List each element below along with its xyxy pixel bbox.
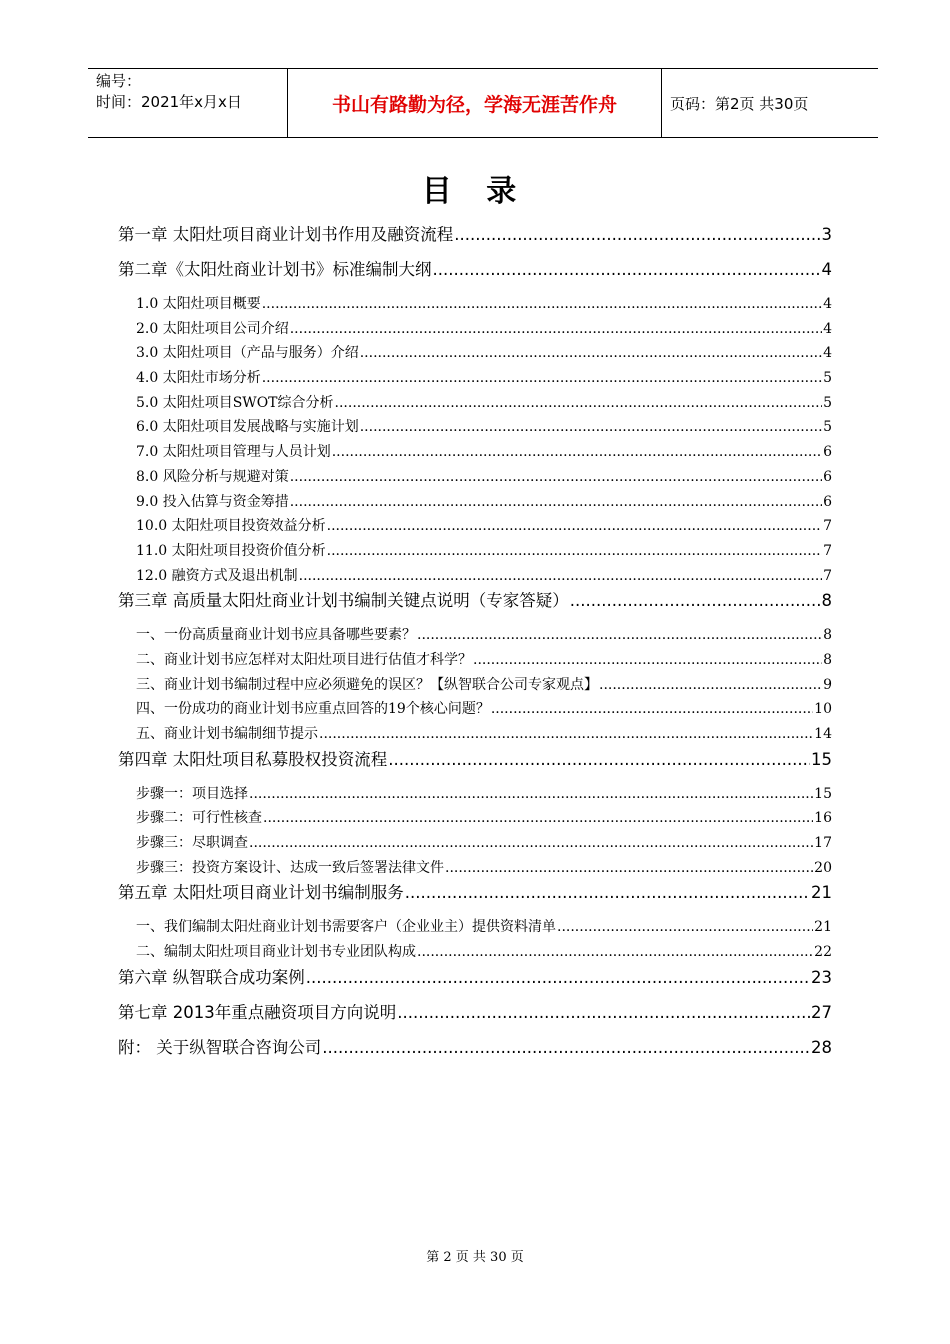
toc-leader-dots	[327, 514, 822, 538]
toc-entry-label: 四、一份成功的商业计划书应重点回答的19个核心问题？	[136, 701, 490, 718]
toc-leader-dots	[445, 856, 813, 880]
toc-chapter-entry[interactable]	[118, 257, 832, 292]
toc-entry-page: 4	[823, 320, 832, 337]
toc-chapter-entry[interactable]	[118, 1000, 832, 1035]
toc-entry-page: 4	[823, 345, 832, 362]
toc-section-entry[interactable]	[118, 915, 832, 940]
toc-entry-label: 5.0 太阳灶项目SWOT综合分析	[136, 394, 334, 411]
toc-leader-dots	[249, 831, 813, 855]
toc-entry-label: 9.0 投入估算与资金筹措	[136, 493, 289, 510]
toc-leader-dots	[335, 391, 823, 415]
toc-section-entry[interactable]	[118, 366, 832, 391]
toc-entry-label: 一、一份高质量商业计划书应具备哪些要素？	[136, 627, 416, 644]
toc-chapter-entry[interactable]	[118, 747, 832, 782]
toc-leader-dots	[299, 564, 822, 588]
toc-section-entry[interactable]	[118, 440, 832, 465]
toc-entry-label: 10.0 太阳灶项目投资效益分析	[136, 518, 326, 535]
header-meta	[88, 69, 288, 137]
toc-entry-page: 15	[814, 785, 832, 802]
toc-entry-label: 第七章 2013年重点融资项目方向说明	[118, 1002, 397, 1022]
toc-leader-dots	[570, 588, 821, 614]
toc-entry-label: 步骤一：项目选择	[136, 785, 248, 802]
toc-entry-page: 28	[811, 1037, 832, 1057]
table-of-contents	[118, 222, 832, 1070]
toc-leader-dots	[417, 623, 822, 647]
toc-entry-page: 21	[814, 919, 832, 936]
toc-entry-label: 一、我们编制太阳灶商业计划书需要客户（企业业主）提供资料清单	[136, 919, 556, 936]
toc-entry-page: 6	[823, 468, 832, 485]
toc-section-entry[interactable]	[118, 856, 832, 881]
page-footer: 第 2 页 共 30 页	[426, 1250, 524, 1265]
toc-entry-page: 22	[814, 944, 832, 961]
toc-section-entry[interactable]	[118, 391, 832, 416]
toc-leader-dots	[249, 782, 813, 806]
toc-leader-dots	[290, 490, 822, 514]
toc-section-entry[interactable]	[118, 292, 832, 317]
toc-leader-dots	[262, 366, 822, 390]
toc-section-entry[interactable]	[118, 940, 832, 965]
toc-leader-dots	[417, 940, 813, 964]
toc-entry-page: 5	[823, 419, 832, 436]
toc-leader-dots	[405, 880, 810, 906]
toc-leader-dots	[290, 317, 822, 341]
toc-leader-dots	[388, 747, 810, 773]
toc-leader-dots	[319, 722, 813, 746]
toc-entry-page: 8	[823, 627, 832, 644]
toc-entry-label: 7.0 太阳灶项目管理与人员计划	[136, 444, 331, 461]
toc-entry-label: 第四章 太阳灶项目私募股权投资流程	[118, 749, 388, 769]
header-time: 时间：2021年x月x日	[96, 93, 242, 111]
toc-entry-label: 第一章 太阳灶项目商业计划书作用及融资流程	[118, 225, 454, 244]
toc-entry-label: 3.0 太阳灶项目（产品与服务）介绍	[136, 345, 359, 362]
toc-entry-page: 4	[823, 296, 832, 312]
header-motto: 书山有路勤为径，学海无涯苦作舟	[288, 69, 662, 137]
toc-entry-page: 7	[823, 567, 832, 584]
toc-entry-label: 1.0 太阳灶项目概要	[136, 296, 261, 312]
header-page-number: 页码：第2页 共30页	[670, 94, 809, 113]
toc-chapter-entry[interactable]	[118, 880, 832, 915]
toc-section-entry[interactable]	[118, 623, 832, 648]
toc-entry-page: 5	[823, 394, 832, 411]
toc-entry-label: 二、编制太阳灶项目商业计划书专业团队构成	[136, 944, 416, 961]
toc-leader-dots	[454, 222, 820, 248]
toc-entry-label: 附： 关于纵智联合咨询公司	[118, 1037, 322, 1057]
toc-entry-page: 6	[823, 493, 832, 510]
toc-section-entry[interactable]	[118, 341, 832, 366]
toc-entry-page: 6	[823, 444, 832, 461]
toc-chapter-entry[interactable]	[118, 965, 832, 1000]
toc-leader-dots	[473, 648, 822, 672]
toc-leader-dots	[332, 440, 822, 464]
toc-entry-label: 第二章《太阳灶商业计划书》标准编制大纲	[118, 260, 432, 279]
toc-section-entry[interactable]	[118, 539, 832, 564]
toc-leader-dots	[290, 465, 822, 489]
toc-entry-page: 9	[823, 676, 832, 693]
toc-entry-label: 第三章 高质量太阳灶商业计划书编制关键点说明（专家答疑）	[118, 591, 569, 611]
toc-leader-dots	[360, 415, 822, 439]
toc-section-entry[interactable]	[118, 806, 832, 831]
toc-section-entry[interactable]	[118, 782, 832, 807]
toc-entry-label: 步骤二：可行性核查	[136, 810, 262, 827]
toc-entry-page: 20	[814, 859, 832, 876]
toc-section-entry[interactable]	[118, 697, 832, 722]
toc-leader-dots	[433, 257, 821, 283]
toc-entry-label: 第六章 纵智联合成功案例	[118, 967, 305, 987]
toc-entry-page: 16	[814, 810, 832, 827]
toc-section-entry[interactable]	[118, 465, 832, 490]
toc-entry-label: 11.0 太阳灶项目投资价值分析	[136, 542, 326, 559]
toc-section-entry[interactable]	[118, 514, 832, 539]
toc-entry-label: 6.0 太阳灶项目发展战略与实施计划	[136, 419, 359, 436]
toc-entry-page: 3	[821, 225, 832, 244]
toc-entry-page: 10	[814, 701, 832, 718]
toc-entry-label: 4.0 太阳灶市场分析	[136, 370, 261, 387]
toc-entry-label: 二、商业计划书应怎样对太阳灶项目进行估值才科学？	[136, 651, 472, 668]
toc-entry-label: 步骤三：投资方案设计、达成一致后签署法律文件	[136, 859, 444, 876]
toc-section-entry[interactable]	[118, 415, 832, 440]
toc-entry-page: 17	[814, 835, 832, 852]
toc-leader-dots	[263, 806, 813, 830]
toc-chapter-entry[interactable]	[118, 1035, 832, 1070]
toc-entry-label: 12.0 融资方式及退出机制	[136, 567, 298, 584]
toc-section-entry[interactable]	[118, 673, 832, 698]
toc-section-entry[interactable]	[118, 490, 832, 515]
page-title: 目 录	[421, 174, 529, 209]
toc-leader-dots	[397, 1000, 810, 1026]
toc-entry-page: 23	[811, 967, 832, 987]
toc-section-entry[interactable]	[118, 831, 832, 856]
toc-entry-label: 五、商业计划书编制细节提示	[136, 726, 318, 742]
toc-entry-label: 2.0 太阳灶项目公司介绍	[136, 320, 289, 337]
header-number: 编号：	[96, 72, 142, 90]
toc-leader-dots	[360, 341, 822, 365]
toc-section-entry[interactable]	[118, 648, 832, 673]
toc-chapter-entry[interactable]	[118, 222, 832, 257]
toc-leader-dots	[327, 539, 822, 563]
toc-leader-dots	[557, 915, 813, 939]
toc-entry-page: 4	[821, 260, 832, 279]
toc-section-entry[interactable]	[118, 722, 832, 747]
toc-entry-page: 7	[823, 518, 832, 535]
toc-entry-page: 7	[823, 542, 832, 559]
toc-entry-label: 步骤三：尽职调查	[136, 835, 248, 852]
toc-entry-page: 15	[811, 749, 832, 769]
toc-entry-page: 14	[814, 726, 832, 742]
toc-entry-label: 8.0 风险分析与规避对策	[136, 468, 289, 485]
toc-entry-page: 8	[821, 591, 832, 611]
toc-leader-dots	[306, 965, 810, 991]
toc-section-entry[interactable]	[118, 317, 832, 342]
toc-leader-dots	[262, 292, 822, 316]
toc-entry-page: 5	[823, 370, 832, 387]
toc-leader-dots	[599, 673, 822, 697]
toc-leader-dots	[491, 697, 813, 721]
toc-entry-page: 21	[811, 883, 832, 903]
toc-chapter-entry[interactable]	[118, 588, 832, 623]
page-header	[88, 68, 878, 138]
toc-entry-page: 27	[811, 1002, 832, 1022]
toc-entry-page: 8	[823, 651, 832, 668]
toc-section-entry[interactable]	[118, 564, 832, 589]
toc-entry-label: 第五章 太阳灶项目商业计划书编制服务	[118, 883, 404, 903]
toc-entry-label: 三、商业计划书编制过程中应必须避免的误区？【纵智联合公司专家观点】	[136, 676, 598, 693]
toc-leader-dots	[322, 1035, 810, 1061]
